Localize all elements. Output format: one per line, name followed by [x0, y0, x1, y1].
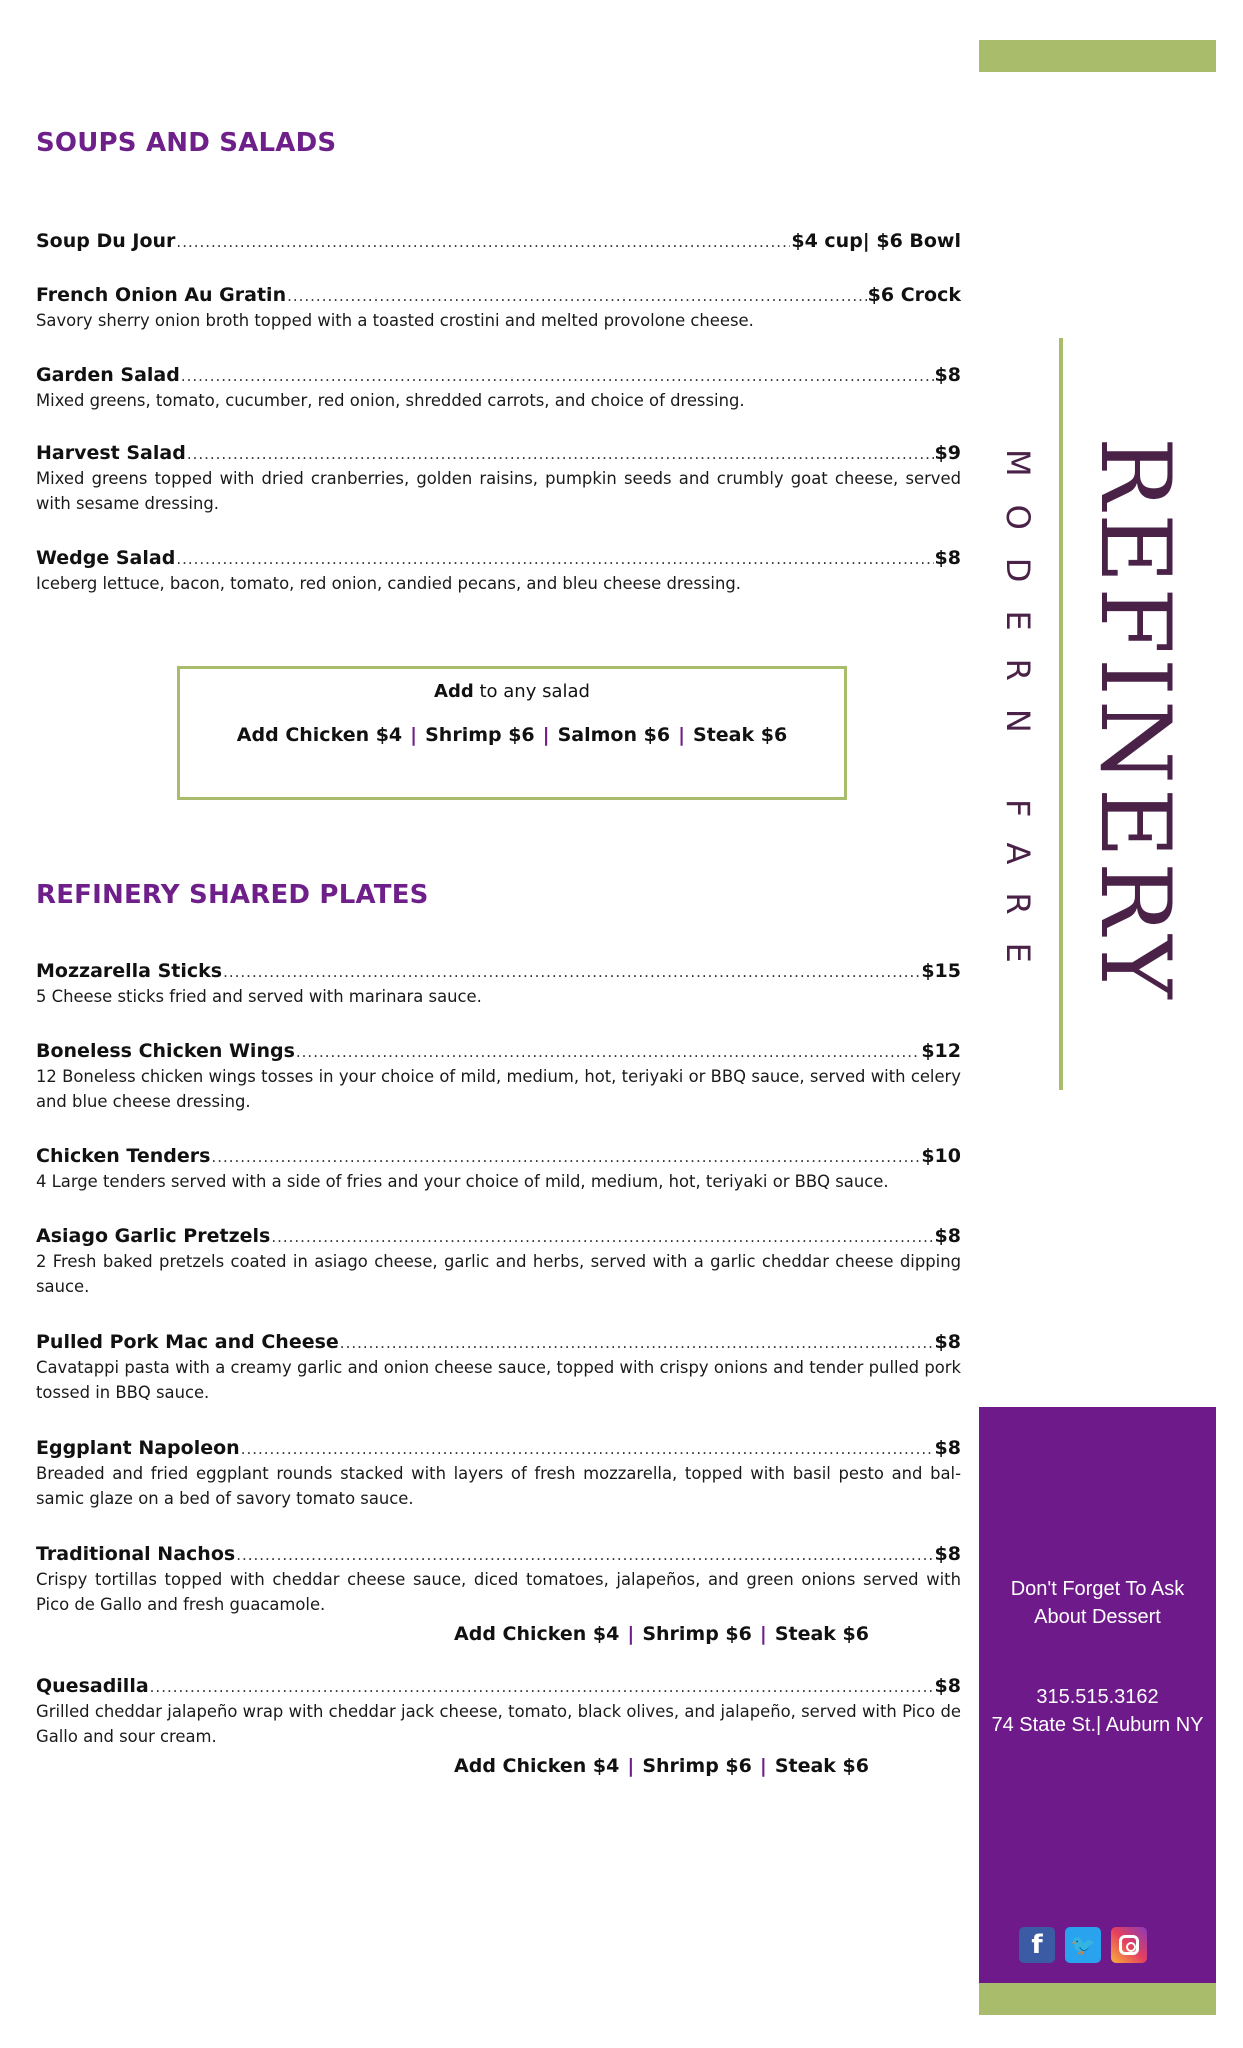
- menu-item-garden-salad: [36, 364, 961, 413]
- salad-addons-box: [177, 666, 847, 800]
- menu-content: [36, 0, 961, 2048]
- top-accent-bar: [979, 40, 1216, 72]
- item-price: $10: [921, 1145, 961, 1167]
- item-price: $15: [921, 960, 961, 982]
- item-name: Soup Du Jour: [36, 230, 176, 252]
- dot-leader: [187, 445, 934, 463]
- item-name: Quesadilla: [36, 1675, 149, 1697]
- item-price: $8: [934, 1437, 961, 1459]
- menu-item-boneless-wings: [36, 1040, 961, 1114]
- item-description: Cavatappi pasta with a creamy garlic and onion cheese sauce, topped with crispy onions and tender pulled pork tossed in BBQ sauce.: [36, 1358, 961, 1402]
- info-panel: [979, 1407, 1216, 1983]
- menu-item-wedge-salad: [36, 547, 961, 596]
- dot-leader: [176, 233, 790, 251]
- item-price: $8: [934, 547, 961, 569]
- item-description: 4 Large tenders served with a side of fries and your choice of mild, medium, hot, teriyaki or BBQ sauce.: [36, 1172, 889, 1191]
- section-title-shared-plates: REFINERY SHARED PLATES: [36, 880, 429, 910]
- section-title-soups-salads: SOUPS AND SALADS: [36, 128, 337, 158]
- item-price: $8: [934, 364, 961, 386]
- item-description: 2 Fresh baked pretzels coated in asiago cheese, garlic and herbs, served with a garlic cheddar cheese dipping sauce.: [36, 1252, 961, 1296]
- item-price: $8: [934, 1543, 961, 1565]
- menu-item-soup-du-jour: [36, 230, 961, 252]
- item-price: $8: [934, 1675, 961, 1697]
- menu-item-chicken-tenders: [36, 1145, 961, 1194]
- item-description: Iceberg lettuce, bacon, tomato, red onion, candied pecans, and bleu cheese dressing.: [36, 574, 741, 593]
- dot-leader: [150, 1678, 934, 1696]
- instagram-icon[interactable]: [1111, 1927, 1147, 1963]
- menu-item-harvest-salad: [36, 442, 961, 516]
- contact-info: [979, 1683, 1216, 1739]
- menu-item-mozzarella-sticks: [36, 960, 961, 1009]
- item-name: Eggplant Napoleon: [36, 1437, 240, 1459]
- menu-item-french-onion: [36, 284, 961, 333]
- dot-leader: [223, 963, 920, 981]
- item-price: $4 cup| $6 Bowl: [791, 230, 961, 252]
- item-name: Garden Salad: [36, 364, 180, 386]
- dot-leader: [181, 367, 934, 385]
- social-links: [1019, 1927, 1147, 1963]
- dot-leader: [271, 1228, 933, 1246]
- item-name: Traditional Nachos: [36, 1543, 236, 1565]
- item-name: Wedge Salad: [36, 547, 176, 569]
- brand-tagline: MODERN FARE: [999, 449, 1037, 991]
- item-description: Crispy tortillas topped with cheddar cheese sauce, diced tomatoes, jalapeños, and green onions served with Pico de Gallo and fresh guacamole.: [36, 1570, 961, 1614]
- item-description: Savory sherry onion broth topped with a toasted crostini and melted provolone cheese.: [36, 311, 754, 330]
- item-name: Asiago Garlic Pretzels: [36, 1225, 271, 1247]
- item-addons: Add Chicken $4 | Shrimp $6 | Steak $6: [454, 1623, 869, 1645]
- bottom-accent-bar: [979, 1983, 1216, 2015]
- item-description: 5 Cheese sticks fried and served with marinara sauce.: [36, 987, 482, 1006]
- dot-leader: [211, 1148, 920, 1166]
- item-name: Mozzarella Sticks: [36, 960, 223, 982]
- menu-item-pulled-pork-mac: [36, 1331, 961, 1405]
- item-name: Boneless Chicken Wings: [36, 1040, 295, 1062]
- item-name: Harvest Salad: [36, 442, 186, 464]
- item-price: $8: [934, 1331, 961, 1353]
- dot-leader: [296, 1043, 920, 1061]
- item-price: $8: [934, 1225, 961, 1247]
- item-name: Pulled Pork Mac and Cheese: [36, 1331, 339, 1353]
- menu-item-eggplant-napoleon: [36, 1437, 961, 1511]
- phone-number: 315.515.3162: [1036, 1686, 1159, 1708]
- dessert-note: Don't Forget To Ask About Dessert: [1010, 1578, 1185, 1628]
- item-price: $9: [934, 442, 961, 464]
- dot-leader: [241, 1440, 934, 1458]
- brand-name: REFINERY: [1079, 437, 1191, 1003]
- menu-item-traditional-nachos: [36, 1543, 961, 1645]
- item-addons: Add Chicken $4 | Shrimp $6 | Steak $6: [454, 1755, 869, 1777]
- item-description: Mixed greens, tomato, cucumber, red onion, shredded carrots, and choice of dressing.: [36, 391, 745, 410]
- item-description: Mixed greens topped with dried cranberries, golden raisins, pumpkin seeds and crumbly goat cheese, served with sesame dressing.: [36, 469, 961, 513]
- facebook-icon[interactable]: f: [1019, 1927, 1055, 1963]
- dot-leader: [287, 287, 867, 305]
- dot-leader: [236, 1546, 933, 1564]
- menu-item-asiago-pretzels: [36, 1225, 961, 1299]
- item-description: 12 Boneless chicken wings tosses in your choice of mild, medium, hot, teriyaki or BBQ sauce, served with celery and blue cheese dressing.: [36, 1067, 961, 1111]
- item-name: Chicken Tenders: [36, 1145, 211, 1167]
- twitter-icon[interactable]: 🐦: [1065, 1927, 1101, 1963]
- addons-options: Add Chicken $4 | Shrimp $6 | Salmon $6 | Steak $6: [236, 724, 788, 746]
- dot-leader: [176, 550, 933, 568]
- item-price: $12: [921, 1040, 961, 1062]
- brand-divider-line: [1059, 338, 1063, 1090]
- item-name: French Onion Au Gratin: [36, 284, 287, 306]
- item-description: Grilled cheddar jalapeño wrap with cheddar jack cheese, tomato, black olives, and jalapeño, served with Pico de Gallo and sour cream.: [36, 1702, 961, 1746]
- item-description: Breaded and fried eggplant rounds stacked with layers of fresh mozzarella, topped with basil pesto and bal-samic glaze on a bed of savory tomato sauce.: [36, 1464, 961, 1508]
- item-price: $6 Crock: [867, 284, 961, 306]
- dot-leader: [340, 1334, 934, 1352]
- menu-item-quesadilla: [36, 1675, 961, 1777]
- addons-box-title: Add to any salad: [434, 681, 590, 702]
- address: 74 State St.| Auburn NY: [991, 1714, 1204, 1736]
